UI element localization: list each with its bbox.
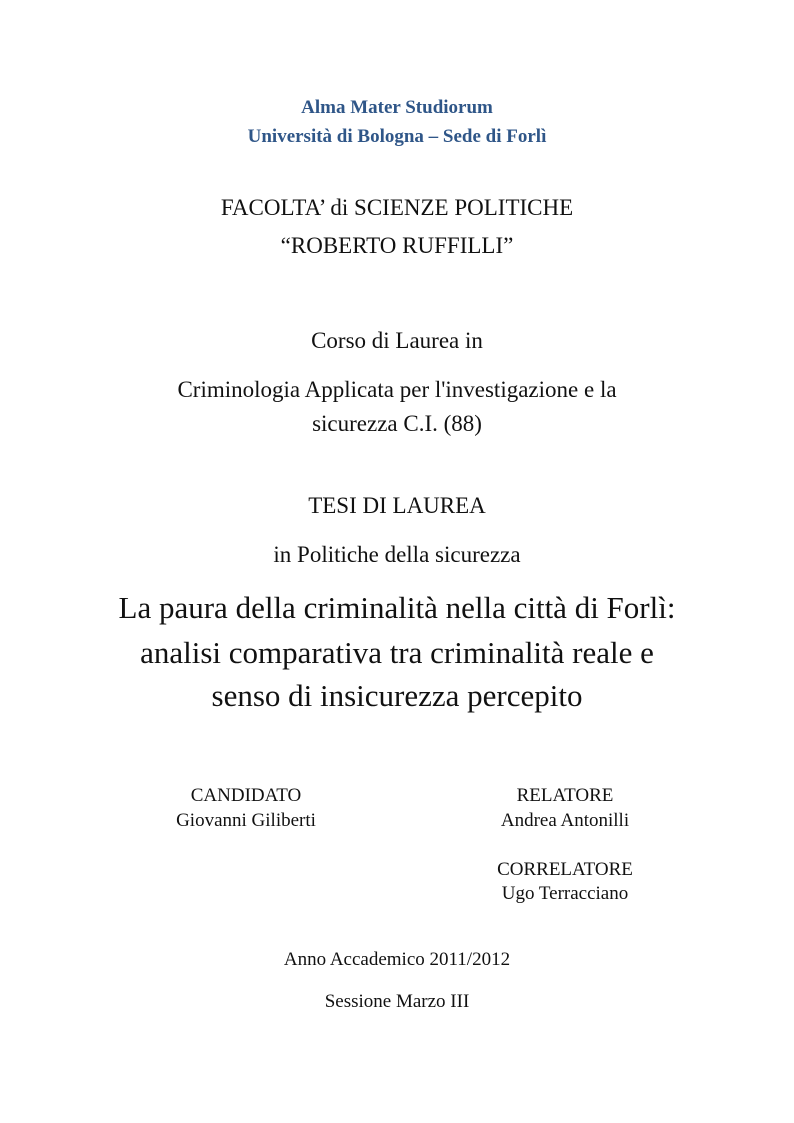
candidate-name: Giovanni Giliberti [176, 810, 316, 831]
university-seat: Università di Bologna – Sede di Forlì [247, 126, 547, 147]
faculty-name: FACOLTA’ di SCIENZE POLITICHE [220, 195, 574, 220]
course-intro: Corso di Laurea in [311, 328, 483, 353]
course-name-line1: Criminologia Applicata per l'investigazione e la [177, 377, 617, 402]
course-name-line2: sicurezza C.I. (88) [312, 411, 482, 436]
coadvisor-name: Ugo Terracciano [501, 883, 629, 904]
thesis-title-line2: analisi comparativa tra criminalità reale e [140, 635, 654, 670]
faculty-dedication: “ROBERTO RUFFILLI” [280, 233, 514, 258]
academic-year: Anno Accademico 2011/2012 [283, 949, 511, 970]
candidate-label: CANDIDATO [190, 785, 302, 806]
university-name: Alma Mater Studiorum [301, 97, 493, 118]
advisor-name: Andrea Antonilli [500, 810, 630, 831]
thesis-title-line3: senso di insicurezza percepito [211, 678, 583, 713]
thesis-subject: in Politiche della sicurezza [273, 542, 521, 567]
advisor-label: RELATORE [516, 785, 614, 806]
session: Sessione Marzo III [324, 991, 470, 1012]
thesis-label: TESI DI LAUREA [308, 493, 486, 518]
coadvisor-label: CORRELATORE [497, 859, 633, 880]
thesis-title-line1: La paura della criminalità nella città di Forlì: [118, 590, 676, 625]
